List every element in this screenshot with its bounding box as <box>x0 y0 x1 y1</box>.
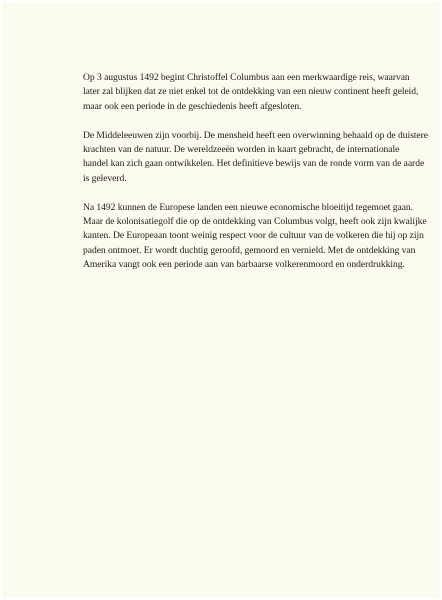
text-line: later zal blijken dat ze niet enkel tot de ontdekking van een nieuw continent heeft geleid, <box>83 86 419 98</box>
paragraph-1 <box>83 71 423 114</box>
text-line: Amerika vangt ook een periode aan van barbaarse volkerenmoord en onderdrukking. <box>83 259 405 271</box>
paragraph-2 <box>83 129 428 187</box>
text-line: Maar de kolonisatiegolf die op de ontdekking van Columbus volgt, heeft ook zijn kwalijke <box>83 215 427 227</box>
text-line: handel kan zich gaan ontwikkelen. Het definitieve bewijs van de ronde vorm van de aarde <box>83 158 425 170</box>
text-line: is geleverd. <box>83 172 127 184</box>
text-line: De Middeleeuwen zijn voorbij. De mensheid heeft een overwinning behaald op de duistere <box>83 129 428 141</box>
text-line: krachten van de natuur. De wereldzeeën worden in kaart gebracht, de internationale <box>83 143 400 155</box>
paragraph-3 <box>83 201 427 273</box>
text-line: Op 3 augustus 1492 begint Christoffel Columbus aan een merkwaardige reis, waarvan <box>83 72 410 83</box>
text-line: maar ook een periode in de geschiedenis heeft afgesloten. <box>83 100 302 112</box>
text-line: paden ontmoet. Er wordt duchtig geroofd, gemoord en vernield. Met de ontdekking van <box>83 244 416 256</box>
text-line: kanten. De Europeaan toont weinig respect voor de cultuur van de volkeren die hij op zijn <box>83 230 424 242</box>
text-line: Na 1492 kunnen de Europese landen een nieuwe economische bloeitijd tegemoet gaan. <box>83 201 414 213</box>
body-text <box>83 71 428 287</box>
document-page <box>2 2 440 598</box>
